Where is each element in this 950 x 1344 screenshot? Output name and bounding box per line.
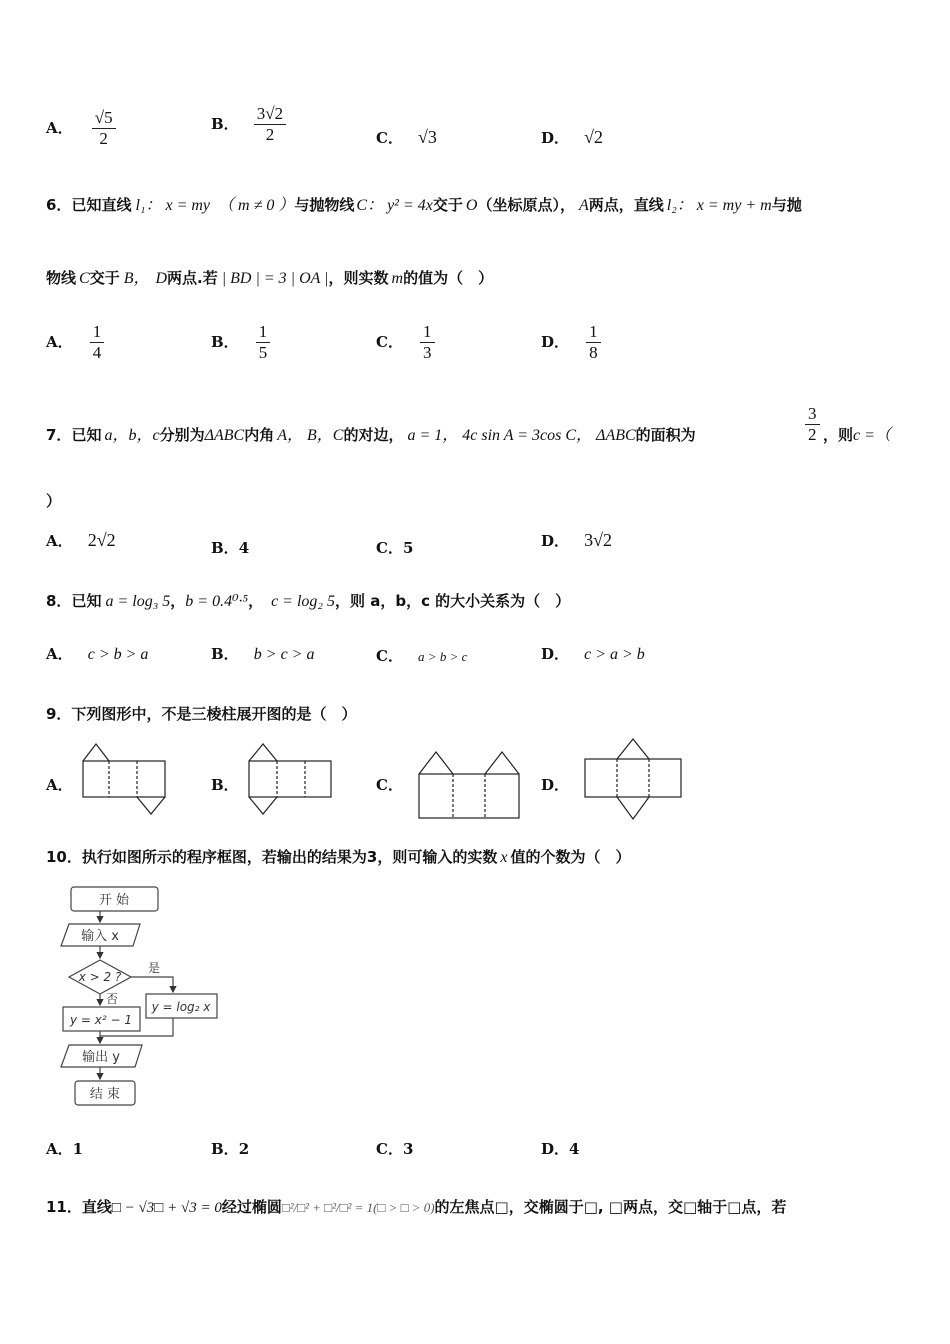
math: B， xyxy=(123,270,150,287)
math: ΔABC xyxy=(204,427,245,444)
denominator: 2 xyxy=(808,425,817,444)
fraction xyxy=(586,322,601,363)
stem-text: 10．执行如图所示的程序框图，若输出的结果为3，则可输入的实数 xyxy=(46,848,498,866)
q7-stem-tail xyxy=(823,422,891,445)
math: C xyxy=(79,270,90,287)
math-value: √2 xyxy=(584,127,603,147)
option-label: A． xyxy=(46,333,73,351)
option-value: 3 xyxy=(402,1140,414,1158)
math: □ − √3□ + √3 = 0 xyxy=(111,1200,222,1216)
flow-output-text: 输出 y xyxy=(82,1050,120,1065)
stem-text: 交于 xyxy=(432,196,463,214)
option-label: C． xyxy=(376,647,403,665)
option-label: B． xyxy=(211,1140,239,1158)
option-label: C． xyxy=(376,129,403,147)
stem-text: 的值为（ ） xyxy=(403,269,494,287)
q7-option-c xyxy=(376,537,413,558)
flow-input-text: 输入 x xyxy=(81,929,119,944)
numerator: 1 xyxy=(256,322,271,343)
net-figure-a xyxy=(82,742,167,816)
stem-text: 内角 xyxy=(244,426,275,444)
q8-stem: 8．已知 a = log₃ 5，b = 0.4⁰·⁵， c = log₂ 5，则 a，b，c 的大小关系为（ ） xyxy=(46,592,571,610)
stem-text: 已知 xyxy=(71,592,102,610)
math: x = my + m xyxy=(696,197,772,214)
q10-option-b xyxy=(211,1138,249,1159)
option-label: D． xyxy=(541,1140,570,1158)
denominator: 3 xyxy=(423,343,432,362)
q9-option-d-label: D． xyxy=(541,776,570,794)
stem-text: 物线 xyxy=(46,269,77,287)
q7-option-b xyxy=(211,537,249,558)
flow-no-text: 否 xyxy=(106,992,119,1006)
fraction xyxy=(90,322,105,363)
denominator: 5 xyxy=(258,343,268,362)
math-value: √3 xyxy=(418,127,437,147)
math-value: 3√2 xyxy=(584,530,612,550)
numerator: 1 xyxy=(586,322,601,343)
net-figure-c xyxy=(417,748,521,820)
numerator: 3√2 xyxy=(254,104,286,125)
q11-stem xyxy=(46,1196,786,1217)
flow-yes-text: 是 xyxy=(148,961,161,975)
stem-text: 11．直线 xyxy=(46,1198,112,1216)
stem-text: 与抛物线 xyxy=(294,196,355,214)
stem-text: 与抛 xyxy=(771,196,802,214)
option-label: C． xyxy=(376,1140,403,1158)
denominator: 4 xyxy=(92,343,102,362)
option-label: C． xyxy=(376,333,403,351)
math: a，b，c xyxy=(104,427,160,444)
q10-option-c xyxy=(376,1138,413,1159)
q8-option-b xyxy=(211,643,314,664)
math: □²/□² + □²/□² = 1(□ > □ > 0) xyxy=(281,1200,435,1215)
option-label: A． xyxy=(46,1140,73,1158)
q9-option-a-label: A． xyxy=(46,776,73,794)
question-number: 6． xyxy=(46,196,72,214)
math: b = 0.4⁰·⁵ xyxy=(185,593,249,610)
q6-option-a xyxy=(46,322,104,363)
option-label: B． xyxy=(211,115,239,133)
option-label: B． xyxy=(211,539,239,557)
q5-option-b xyxy=(211,104,286,145)
option-label: A． xyxy=(46,532,73,550)
flow-cond-text: x > 2 ? xyxy=(78,970,122,984)
math: ΔABC xyxy=(596,427,636,444)
q9-option-c-label: C． xyxy=(376,776,403,794)
stem-text: ，则 a，b，c 的大小关系为（ ） xyxy=(334,592,571,610)
math: C： xyxy=(356,197,384,214)
flow-end-text: 结 束 xyxy=(89,1087,121,1102)
math: 4c sin A = 3cos C， xyxy=(462,427,593,444)
numerator: 1 xyxy=(90,322,105,343)
q10-stem xyxy=(46,846,630,867)
denominator: 8 xyxy=(589,343,598,362)
q6-option-c xyxy=(376,322,435,363)
option-label: D． xyxy=(541,645,570,663)
q7-option-a xyxy=(46,530,116,551)
q6-option-b xyxy=(211,322,270,363)
flow-start-text: 开 始 xyxy=(98,893,130,908)
numerator: 1 xyxy=(420,322,435,343)
math-value: a > b > c xyxy=(418,649,468,664)
fraction xyxy=(805,404,820,445)
stem-text: 值的个数为（ ） xyxy=(510,848,631,866)
math: O xyxy=(465,197,478,214)
math: x xyxy=(500,849,508,866)
option-label: B． xyxy=(211,333,239,351)
stem-text: 的左焦点□，交椭圆于□, □两点，交□轴于□点，若 xyxy=(434,1198,787,1216)
stem-text: 的对边， xyxy=(343,426,404,444)
q10-option-d xyxy=(541,1138,579,1159)
math: x = my xyxy=(165,197,211,214)
q9-option-b-label: B． xyxy=(211,776,239,794)
question-number: 7． xyxy=(46,426,72,444)
q7-stem-line2 xyxy=(46,490,61,511)
denominator: 2 xyxy=(265,125,275,144)
q6-stem-line2 xyxy=(46,265,493,288)
denominator: 2 xyxy=(99,129,108,148)
q5-option-d xyxy=(541,127,603,148)
math: A， B，C xyxy=(277,427,344,444)
numerator: 3 xyxy=(805,404,820,425)
stem-text: 已知直线 xyxy=(71,196,132,214)
fraction xyxy=(256,322,271,363)
q7-option-d xyxy=(541,530,612,551)
stem-text: 两点.若 xyxy=(167,269,218,287)
q8-option-d xyxy=(541,643,645,664)
math: （ m ≠ 0 ） xyxy=(218,197,295,214)
math: m xyxy=(391,270,404,287)
math: c =（ xyxy=(853,427,891,444)
option-value: 4 xyxy=(569,1140,580,1158)
math: D xyxy=(155,270,168,287)
stem-text: ） xyxy=(46,492,62,510)
q6-stem-line1 xyxy=(46,192,802,215)
q5-option-c xyxy=(376,127,437,148)
option-label: B． xyxy=(211,645,239,663)
stem-text: 经过椭圆 xyxy=(221,1198,282,1216)
math-value: b > c > a xyxy=(253,646,315,663)
math: | BD | = 3 | OA | xyxy=(221,270,329,287)
math-value: c > a > b xyxy=(584,646,645,663)
flow-left-text: y = x² − 1 xyxy=(69,1013,133,1027)
option-label: D． xyxy=(541,129,570,147)
numerator: √5 xyxy=(92,108,116,129)
question-number: 8． xyxy=(46,592,72,610)
option-label: D． xyxy=(541,333,570,351)
net-figure-d xyxy=(583,737,683,821)
stem-text: 已知 xyxy=(71,426,102,444)
option-label: A． xyxy=(46,119,73,137)
option-label: C． xyxy=(376,539,403,557)
option-label: A． xyxy=(46,645,73,663)
stem-text: ，则实数 xyxy=(328,269,389,287)
q10-option-a xyxy=(46,1138,83,1159)
math: y² = 4x xyxy=(387,197,433,214)
q8-option-a xyxy=(46,643,148,664)
fraction xyxy=(92,108,116,149)
q6-option-d xyxy=(541,322,601,363)
option-label: D． xyxy=(541,532,570,550)
stem-text: 交于 xyxy=(89,269,120,287)
stem-text: 分别为 xyxy=(159,426,205,444)
math-value: 2√2 xyxy=(87,530,116,550)
stem-text: 两点，直线 xyxy=(588,196,664,214)
math: A xyxy=(578,197,589,214)
fraction xyxy=(420,322,435,363)
q5-option-a xyxy=(46,108,116,149)
flowchart xyxy=(55,884,230,1112)
math: a = log₃ 5 xyxy=(105,593,171,610)
stem-text: ，则 xyxy=(823,426,854,444)
fraction xyxy=(254,104,286,145)
q8-option-c xyxy=(376,645,467,666)
option-value: 2 xyxy=(238,1140,250,1158)
q9-stem: 9．下列图形中，不是三棱柱展开图的是（ ） xyxy=(46,705,357,723)
stem-text: （坐标原点）， xyxy=(477,196,575,214)
math: c = log₂ 5 xyxy=(271,593,335,610)
option-value: 4 xyxy=(238,539,250,557)
flow-right-text: y = log₂ x xyxy=(151,1000,211,1014)
q7-stem-line1 xyxy=(46,422,696,445)
option-value: 1 xyxy=(72,1140,84,1158)
option-value: 5 xyxy=(402,539,414,557)
math: l₂： xyxy=(666,197,693,214)
net-figure-b xyxy=(248,742,333,816)
math: a = 1， xyxy=(407,427,459,444)
q7-area-fraction xyxy=(805,404,820,445)
math-value: c > b > a xyxy=(87,646,149,663)
stem-text: 的面积为 xyxy=(635,426,696,444)
math: l₁： xyxy=(135,197,162,214)
